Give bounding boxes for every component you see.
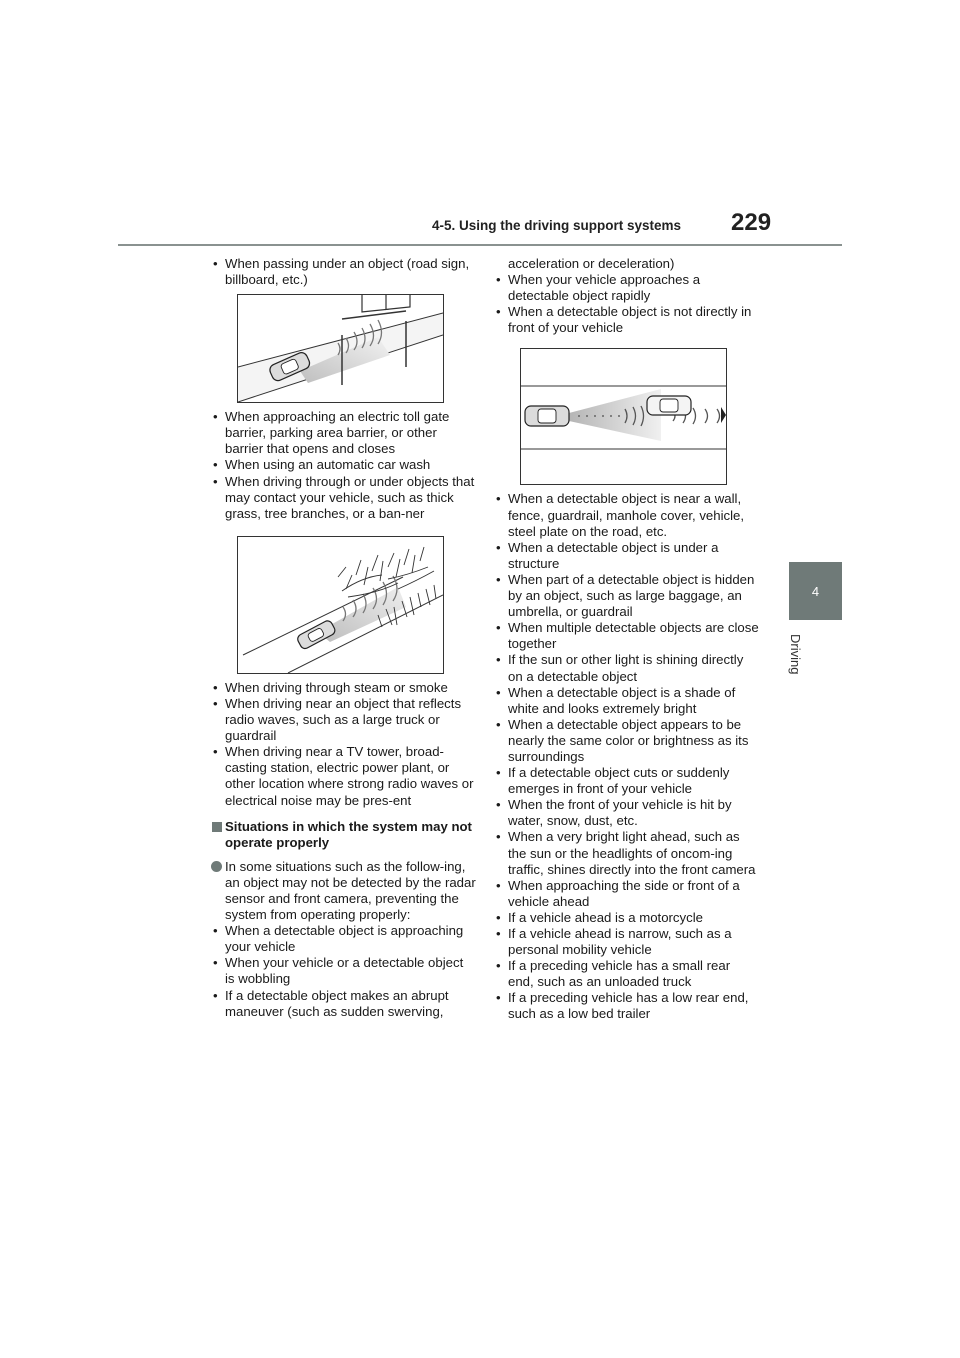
page-number: 229 bbox=[731, 209, 772, 236]
left-column bbox=[210, 256, 476, 1020]
list-item: • When a detectable object appears to be nearly the same color or brightness as its surroundings bbox=[493, 717, 759, 765]
list-item: • When multiple detectable objects are close together bbox=[493, 620, 759, 652]
header-rule bbox=[118, 244, 842, 246]
bullet-list bbox=[210, 256, 476, 288]
list-item: • When approaching the side or front of a vehicle ahead bbox=[493, 878, 759, 910]
list-item: • When driving through or under objects that may contact your vehicle, such as thick grass, tree branches, or a ban-ner bbox=[210, 474, 476, 522]
section-title: 4-5. Using the driving support systems bbox=[432, 218, 682, 233]
subheading: Situations in which the system may not operate properly bbox=[210, 819, 476, 851]
vehicle-offset-illustration bbox=[520, 348, 727, 485]
list-item: • If the sun or other light is shining directly on a detectable object bbox=[493, 652, 759, 684]
bullet-list bbox=[210, 409, 476, 522]
bullet-list bbox=[210, 680, 476, 809]
list-item: • When a detectable object is under a structure bbox=[493, 540, 759, 572]
list-item: • When your vehicle approaches a detectable object rapidly bbox=[493, 272, 759, 304]
list-item: • When a detectable object is approaching your vehicle bbox=[210, 923, 476, 955]
continued-text: acceleration or deceleration) bbox=[508, 256, 675, 271]
list-item: • When a detectable object is a shade of white and looks extremely bright bbox=[493, 685, 759, 717]
bullet-list bbox=[210, 923, 476, 1020]
sign-overpass-illustration bbox=[237, 294, 444, 403]
chapter-label: Driving bbox=[788, 634, 803, 675]
bullet-list bbox=[493, 491, 759, 1022]
square-bullet-icon bbox=[212, 822, 222, 832]
list-item: • When a detectable object is near a wall, fence, guardrail, manhole cover, vehicle, steel plate on the road, etc. bbox=[493, 491, 759, 539]
list-item: • When approaching an electric toll gate barrier, parking area barrier, or other barrier that opens and closes bbox=[210, 409, 476, 457]
chapter-tab: 4 bbox=[789, 562, 842, 620]
right-column bbox=[493, 256, 759, 1023]
list-item: • If a detectable object cuts or suddenly emerges in front of your vehicle bbox=[493, 765, 759, 797]
list-item: • When the front of your vehicle is hit by water, snow, dust, etc. bbox=[493, 797, 759, 829]
list-item: • If a vehicle ahead is a motorcycle bbox=[493, 910, 759, 926]
list-item: • When part of a detectable object is hidden by an object, such as large baggage, an umbrella, or guardrail bbox=[493, 572, 759, 620]
list-item: • If a detectable object makes an abrupt maneuver (such as sudden swerving, bbox=[210, 988, 476, 1020]
list-item: • When driving near an object that reflects radio waves, such as a large truck or guardrail bbox=[210, 696, 476, 744]
list-item: • If a preceding vehicle has a low rear end, such as a low bed trailer bbox=[493, 990, 759, 1022]
paragraph: In some situations such as the follow-ing, an object may not be detected by the radar sensor and front camera, preventing the system from operating properly: bbox=[210, 859, 476, 923]
list-item: • If a preceding vehicle has a small rear end, such as an unloaded truck bbox=[493, 958, 759, 990]
bullet-list bbox=[493, 272, 759, 336]
list-item: • When a detectable object is not directly in front of your vehicle bbox=[493, 304, 759, 336]
list-item: • When using an automatic car wash bbox=[210, 457, 476, 473]
grass-branches-illustration bbox=[237, 536, 444, 674]
list-item: • When driving near a TV tower, broad-casting station, electric power plant, or other location where strong radio waves or electrical noise may be pres-ent bbox=[210, 744, 476, 808]
list-item: • When a very bright light ahead, such as the sun or the headlights of oncom-ing traffic, shines directly into the front camera bbox=[493, 829, 759, 877]
list-item: • When your vehicle or a detectable object is wobbling bbox=[210, 955, 476, 987]
circle-bullet-icon bbox=[211, 861, 222, 872]
list-item: • If a vehicle ahead is narrow, such as a personal mobility vehicle bbox=[493, 926, 759, 958]
list-item: • When passing under an object (road sign, billboard, etc.) bbox=[210, 256, 476, 288]
list-item: • When driving through steam or smoke bbox=[210, 680, 476, 696]
